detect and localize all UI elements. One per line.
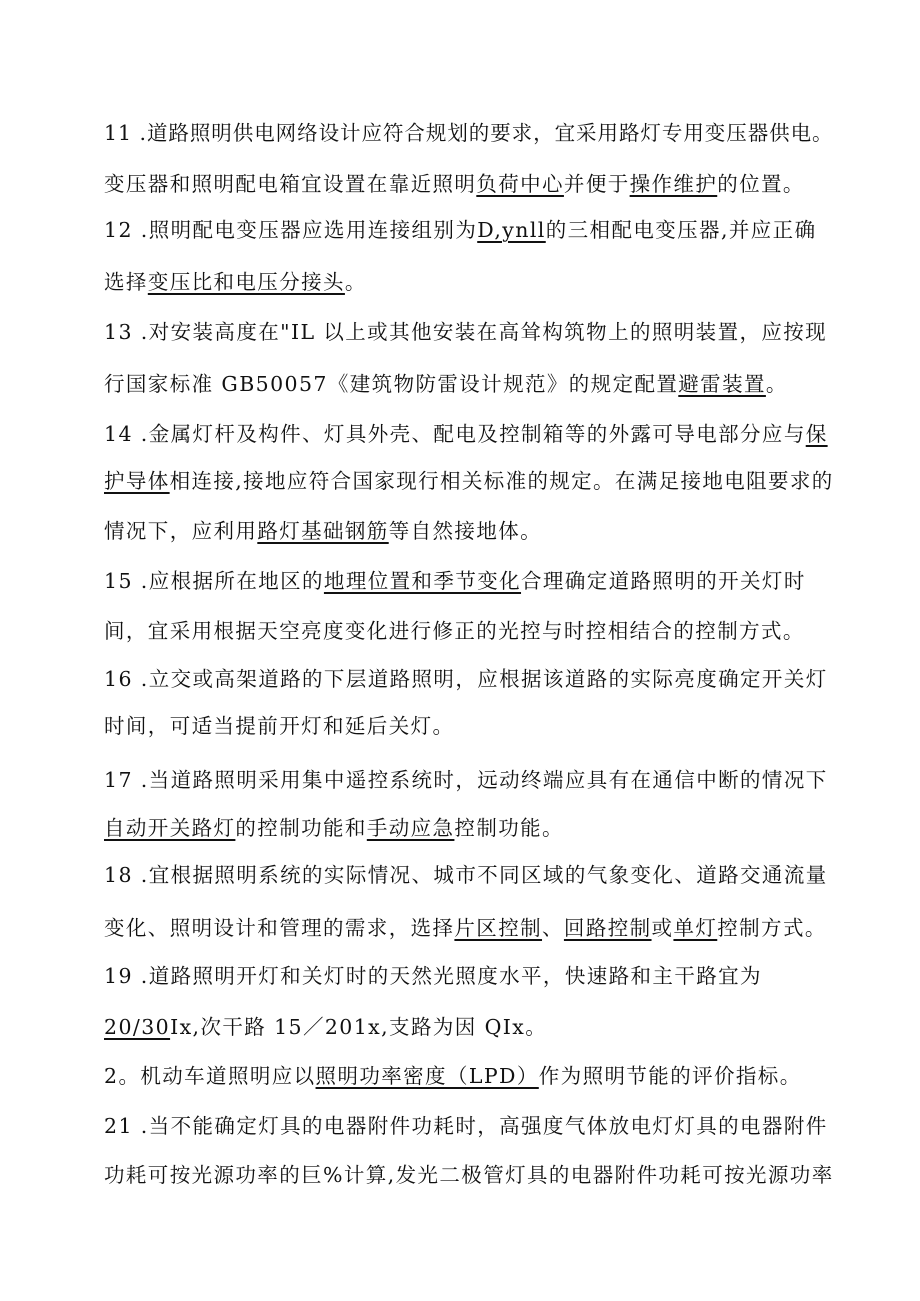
text-line — [104, 467, 834, 495]
text-line — [104, 617, 805, 645]
text-segment: 或 — [651, 916, 674, 940]
text-segment: 19 .道路照明开灯和关灯时的天然光照度水平，快速路和主干路宜为 — [104, 964, 762, 988]
text-segment: 相连接,接地应符合国家现行相关标准的规定。在满足接地电阻要求的 — [169, 469, 834, 493]
underlined-term: 照明功率密度（LPD） — [315, 1064, 539, 1088]
underlined-term: 护导体 — [104, 469, 170, 493]
text-line — [104, 814, 564, 842]
text-line — [104, 962, 762, 990]
text-segment: 选择 — [104, 270, 148, 294]
text-segment: 控制功能。 — [454, 816, 564, 840]
text-line — [104, 216, 816, 244]
text-line — [104, 370, 788, 398]
underlined-term: 地理位置和季节变化 — [323, 569, 522, 593]
text-line — [104, 1013, 547, 1041]
text-segment: 、 — [542, 916, 564, 940]
text-segment: 15 .应根据所在地区的 — [104, 569, 324, 593]
underlined-term: 路灯基础钢筋 — [257, 519, 389, 543]
text-segment: 21 .当不能确定灯具的电器附件功耗时，高强度气体放电灯灯具的电器附件 — [104, 1114, 828, 1138]
text-line — [104, 1112, 828, 1140]
underlined-term: 单灯 — [673, 916, 718, 940]
underlined-term: 操作维护 — [629, 172, 718, 196]
underlined-term: 回路控制 — [563, 916, 652, 940]
text-segment: 变压器和照明配电箱宜设置在靠近照明 — [104, 172, 477, 196]
text-segment: 14 .金属灯杆及构件、灯具外壳、配电及控制箱等的外露可导电部分应与 — [104, 422, 806, 446]
text-line — [104, 420, 828, 448]
underlined-term: D,ynll — [477, 218, 546, 242]
text-segment: 的三相配电变压器,并应正确 — [545, 218, 817, 242]
text-line — [104, 1062, 802, 1090]
text-segment: 16 .立交或高架道路的下层道路照明，应根据该道路的实际亮度确定开关灯 — [104, 667, 828, 691]
text-segment: 控制方式。 — [717, 916, 827, 940]
text-segment: 12 .照明配电变压器应选用连接组别为 — [104, 218, 478, 242]
text-line — [104, 318, 827, 346]
text-line — [104, 914, 827, 942]
text-line — [104, 1161, 834, 1189]
text-segment: 情况下，应利用 — [104, 519, 258, 543]
underlined-term: 自动开关路灯 — [104, 816, 236, 840]
text-segment: 并便于 — [563, 172, 630, 196]
text-line — [104, 567, 806, 595]
text-segment: 11 .道路照明供电网络设计应符合规划的要求，宜采用路灯专用变压器供电。 — [104, 121, 834, 145]
text-line — [104, 517, 542, 545]
text-line — [104, 861, 828, 889]
underlined-term: 手动应急 — [366, 816, 455, 840]
text-line — [104, 665, 828, 693]
text-line — [104, 268, 367, 296]
text-segment: 合理确定道路照明的开关灯时 — [521, 569, 806, 593]
text-segment: 间，宜采用根据天空亮度变化进行修正的光控与时控相结合的控制方式。 — [104, 619, 805, 643]
text-segment: 18 .宜根据照明系统的实际情况、城市不同区域的气象变化、道路交通流量 — [104, 863, 828, 887]
text-segment: 变化、照明设计和管理的需求，选择 — [104, 916, 455, 940]
underlined-term: 负荷中心 — [476, 172, 564, 196]
text-line — [104, 119, 834, 147]
text-segment: 的控制功能和 — [235, 816, 367, 840]
text-line — [104, 712, 454, 740]
text-segment: 功耗可按光源功率的巨%计算,发光二极管灯具的电器附件功耗可按光源功率 — [104, 1163, 834, 1187]
underlined-term: 片区控制 — [454, 916, 543, 940]
text-segment: 。 — [765, 372, 788, 396]
underlined-term: 保 — [805, 422, 828, 446]
text-segment: 。 — [344, 270, 367, 294]
text-line — [104, 170, 805, 198]
text-segment: 2。机动车道照明应以 — [104, 1064, 316, 1088]
text-segment: 的位置。 — [717, 172, 805, 196]
text-segment: 作为照明节能的评价指标。 — [538, 1064, 802, 1088]
text-segment: Ix,次干路 15／201x,支路为因 QIx。 — [170, 1015, 548, 1039]
text-segment: 等自然接地体。 — [388, 519, 543, 543]
underlined-term: 避雷装置 — [678, 372, 766, 396]
text-segment: 13 .对安装高度在"IL 以上或其他安装在高耸构筑物上的照明装置，应按现 — [104, 320, 828, 344]
underlined-term: 20/30 — [104, 1015, 171, 1039]
text-line — [104, 766, 828, 794]
text-segment: 时间，可适当提前开灯和延后关灯。 — [104, 714, 455, 738]
text-segment: 17 .当道路照明采用集中遥控系统时，远动终端应具有在通信中断的情况下 — [104, 768, 828, 792]
text-segment: 行国家标准 GB50057《建筑物防雷设计规范》的规定配置 — [104, 372, 679, 396]
underlined-term: 变压比和电压分接头 — [147, 270, 345, 294]
